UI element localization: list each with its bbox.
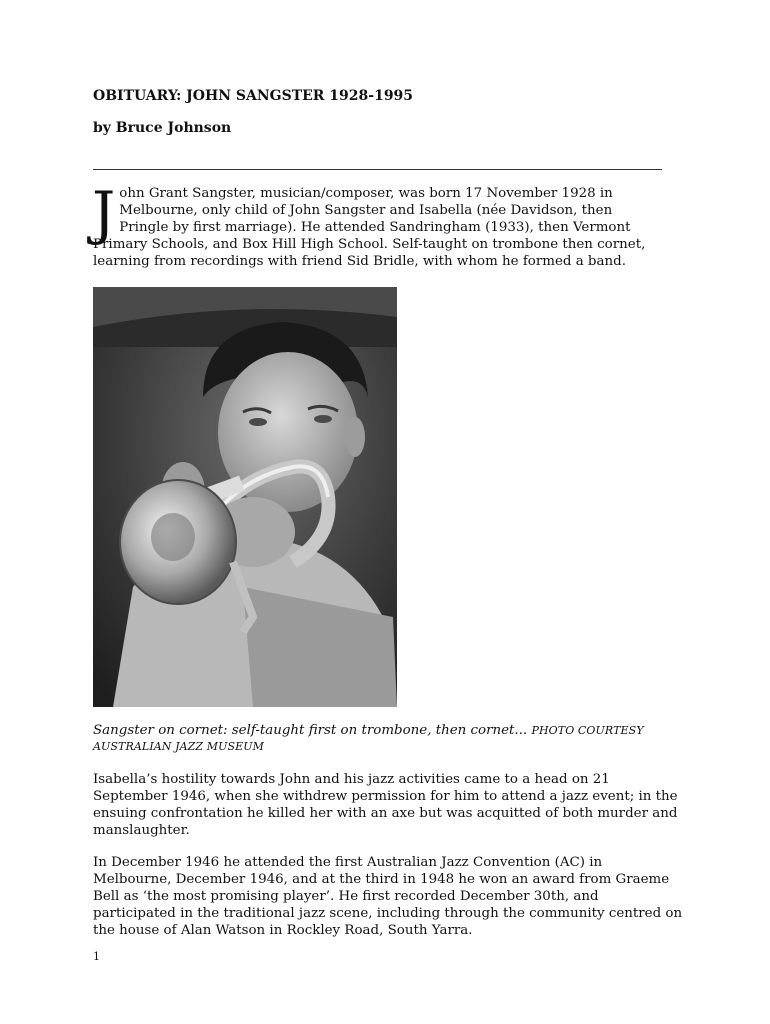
photo-caption — [93, 723, 673, 755]
intro-paragraph — [92, 179, 663, 270]
photo-image — [93, 287, 397, 707]
divider — [93, 169, 662, 170]
byline: by Bruce Johnson — [93, 120, 232, 136]
drop-cap: J — [92, 179, 116, 247]
photo-sangster-cornet — [93, 287, 397, 707]
body-paragraph: Isabella’s hostility towards John and his jazz activities came to a head on 21 September 1946, when she withdrew permission for him to attend a jazz event; in the ensuing confrontation he killed her with an axe but was acquitted of both murder and manslaughter. — [93, 772, 678, 838]
page-number: 1 — [93, 950, 100, 963]
caption-text: Sangster on cornet: self-taught first on trombone, then cornet... — [93, 723, 532, 738]
intro-text: ohn Grant Sangster, musician/composer, was born 17 November 1928 in Melbourne, only child of John Sangster and Isabella (née Davidson, then Pringle by first marriage). He attended Sandringham (1933), then Vermont Primary Schools, and Box Hill High School. Self-taught on trombone then cornet, learning from recordings with friend Sid Bridle, with whom he formed a band. — [93, 186, 646, 269]
photo-credit: PHOTO COURTESY AUSTRALIAN JAZZ MUSEUM — [93, 724, 644, 753]
body-paragraph: In December 1946 he attended the first Australian Jazz Convention (AC) in Melbourne, December 1946, and at the third in 1948 he won an award from Graeme Bell as ‘the most promising player’. He first recorded December 30th, and participated in the traditional jazz scene, including through the community centred on the house of Alan Watson in Rockley Road, South Yarra. — [93, 855, 683, 938]
page-title: OBITUARY: JOHN SANGSTER 1928-1995 — [93, 88, 414, 104]
